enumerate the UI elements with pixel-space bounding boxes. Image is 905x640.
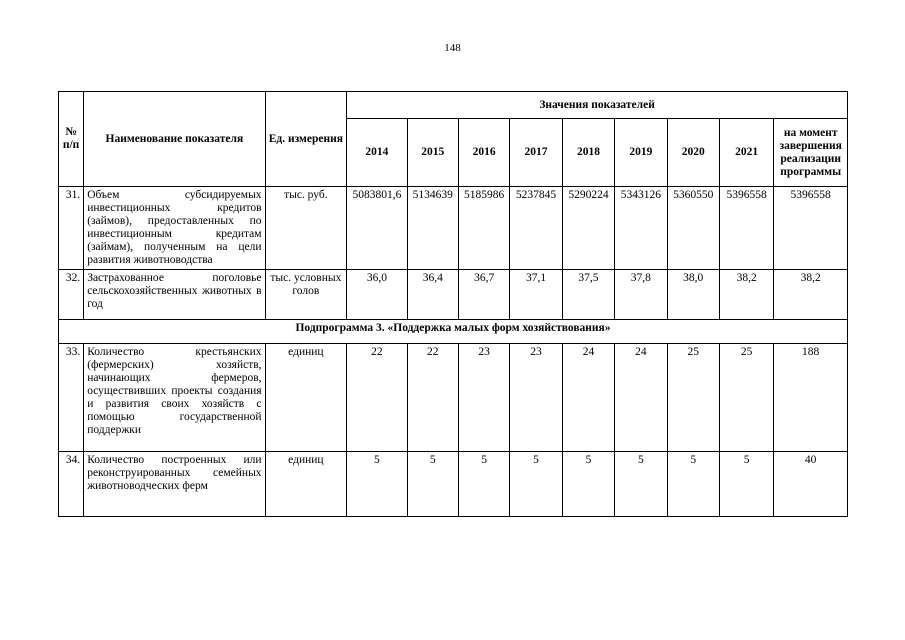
header-unit: Ед. измерения [265,92,347,187]
row-num: 32. [59,270,84,320]
table-row [59,344,848,452]
row-value: 5134639 [407,187,458,270]
row-value: 5 [510,452,562,517]
row-value: 36,4 [407,270,458,320]
row-unit: единиц [265,452,347,517]
header-name: Наименование показателя [84,92,265,187]
row-value: 22 [347,344,407,452]
row-final: 38,2 [774,270,848,320]
row-unit: единиц [265,344,347,452]
row-value: 37,1 [510,270,562,320]
row-name: Объем субсидируемых инвестиционных кредитов (займов), предоставленных по инвестиционным кредитам (займам), полученным на цели развития животноводства [84,187,265,270]
section-row [59,320,848,344]
row-value: 5290224 [562,187,614,270]
row-value: 37,5 [562,270,614,320]
header-num: № п/п [59,92,84,187]
row-value: 25 [667,344,719,452]
row-final: 5396558 [774,187,848,270]
row-value: 5 [347,452,407,517]
row-value: 5343126 [615,187,667,270]
row-name: Застрахованное поголовье сельскохозяйственных животных в год [84,270,265,320]
header-year: 2020 [667,119,719,187]
row-value: 5 [615,452,667,517]
row-value: 25 [719,344,773,452]
header-final: на момент завершения реализации программы [774,119,848,187]
row-final: 188 [774,344,848,452]
row-value: 22 [407,344,458,452]
header-year: 2015 [407,119,458,187]
row-final: 40 [774,452,848,517]
row-name: Количество построенных или реконструированных семейных животноводческих ферм [84,452,265,517]
row-value: 36,7 [458,270,509,320]
header-year: 2019 [615,119,667,187]
header-row-1 [59,92,848,119]
row-value: 5 [719,452,773,517]
row-value: 38,0 [667,270,719,320]
row-value: 5237845 [510,187,562,270]
row-unit: тыс. руб. [265,187,347,270]
row-value: 5 [667,452,719,517]
section-title: Подпрограмма 3. «Поддержка малых форм хозяйствования» [59,320,848,344]
row-num: 33. [59,344,84,452]
row-value: 23 [510,344,562,452]
page-number: 148 [444,42,461,54]
row-value: 5185986 [458,187,509,270]
row-value: 5083801,6 [347,187,407,270]
row-value: 24 [615,344,667,452]
row-num: 34. [59,452,84,517]
row-name: Количество крестьянских (фермерских) хозяйств, начинающих фермеров, осуществивших проекты создания и развития своих хозяйств с помощью государственной поддержки [84,344,265,452]
table-row [59,187,848,270]
row-value: 5 [407,452,458,517]
header-year: 2018 [562,119,614,187]
row-value: 24 [562,344,614,452]
header-values-group: Значения показателей [347,92,848,119]
row-value: 38,2 [719,270,773,320]
row-value: 36,0 [347,270,407,320]
row-unit: тыс. условных голов [265,270,347,320]
row-value: 23 [458,344,509,452]
header-year: 2014 [347,119,407,187]
row-value: 5 [458,452,509,517]
row-value: 5396558 [719,187,773,270]
row-num: 31. [59,187,84,270]
row-value: 5360550 [667,187,719,270]
indicators-table [58,91,848,517]
table-row [59,452,848,517]
header-year: 2016 [458,119,509,187]
row-value: 37,8 [615,270,667,320]
table-row [59,270,848,320]
header-year: 2017 [510,119,562,187]
header-year: 2021 [719,119,773,187]
row-value: 5 [562,452,614,517]
